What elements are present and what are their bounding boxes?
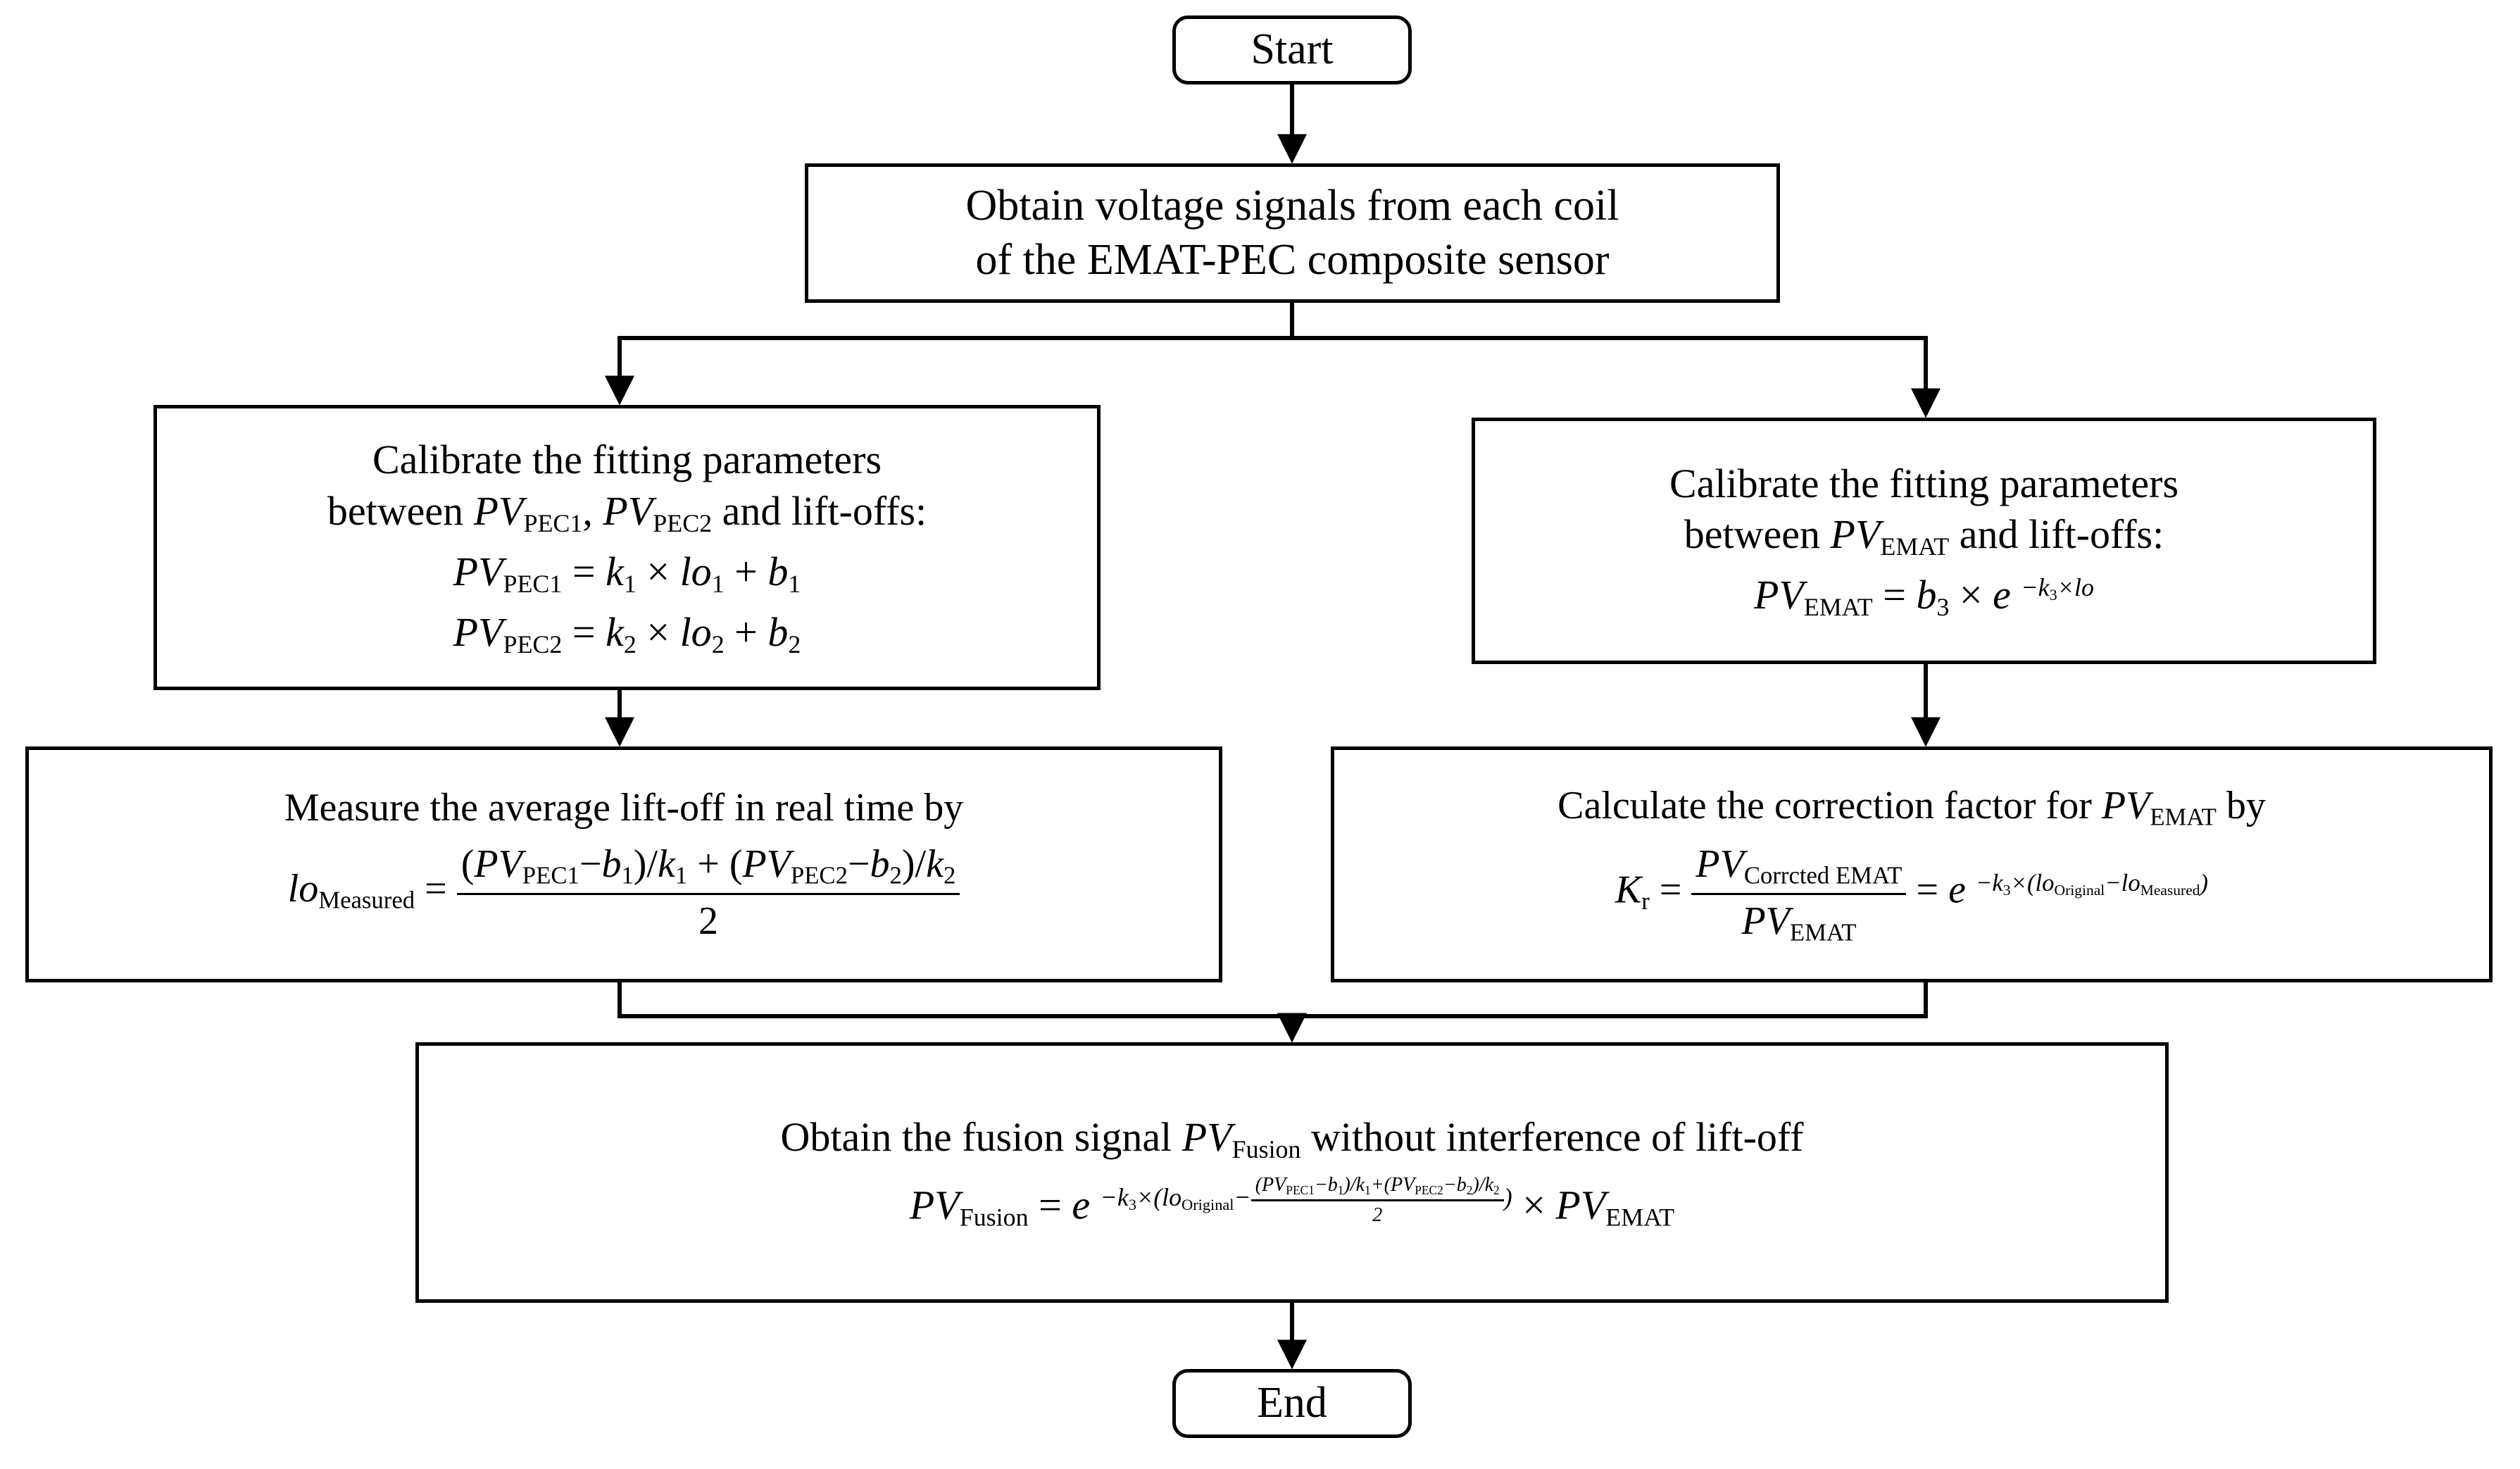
node-end	[1172, 1369, 1412, 1438]
node-calibrate-pec-line1: Calibrate the fitting parameters	[372, 437, 882, 483]
fusion-line1-post: without interference of lift-off	[1300, 1113, 1804, 1160]
node-start-label: Start	[1250, 25, 1334, 74]
node-correction-factor-line1	[1557, 781, 2266, 832]
node-end-label: End	[1257, 1379, 1327, 1427]
correction-factor-sub: EMAT	[2150, 804, 2217, 832]
node-fusion-eq: $PV_{Fusion} = e$ $^{-k_3\times(lo_{Original}- \frac{(PV_{PEC1}-b_1)/k_1+(PV_{PEC2}-b_2)/k_2}{2} )} \times PV_{EMAT}$	[909, 1173, 1675, 1232]
node-obtain-signals	[805, 163, 1780, 303]
node-correction-factor	[1331, 746, 2493, 982]
edge-measure-to-fusion	[620, 982, 1292, 1035]
fusion-sub: Fusion	[1231, 1134, 1301, 1163]
calibrate-emat-line2-post: and lift-offs:	[1949, 511, 2164, 558]
correction-factor-fraction: $\frac{PV_{Corrcted EMAT}}{PV_{EMAT}}$	[1691, 839, 1906, 947]
calibrate-pec-line2-mid: ,	[582, 487, 603, 534]
node-calibrate-emat-eq1: $PV_{EMAT} = b_3 \times e$ $^{-k_3\times lo}$	[1753, 572, 2094, 622]
calibrate-pec-line2-pre: between	[327, 487, 474, 534]
node-measure-liftoff	[25, 746, 1222, 982]
node-fusion	[415, 1042, 2169, 1303]
node-obtain-signals-line1: Obtain voltage signals from each coil	[965, 181, 1619, 230]
edge-obtain-to-calibrate-emat	[1292, 303, 1926, 411]
calibrate-pec-line2-post: and lift-offs:	[712, 487, 927, 534]
node-calibrate-emat-line2	[1669, 509, 2179, 563]
node-correction-factor-eq: $K_r$ = $\frac{PV_{Corrcted EMAT}}{PV_{EMAT}}$ = e $^{-k_3\times(lo_{Original}-lo_{Measured})}$	[1557, 839, 2266, 947]
node-calibrate-pec-line2	[327, 486, 927, 539]
calibrate-pec-sub1: PEC1	[523, 508, 583, 537]
node-calibrate-emat	[1472, 418, 2376, 664]
correction-factor-line1-post: by	[2216, 784, 2266, 828]
edge-obtain-to-calibrate-pec	[620, 303, 1292, 398]
calibrate-emat-line2-pre: between	[1684, 511, 1831, 558]
node-calibrate-pec-eq2: $PV_{PEC2} = k_2 \times lo_2 + b_2$	[453, 608, 801, 658]
correction-factor-line1-pre: Calculate the correction factor for	[1557, 784, 2102, 828]
node-obtain-signals-line2: of the EMAT-PEC composite sensor	[975, 236, 1610, 284]
fusion-sym: PV	[1181, 1113, 1232, 1160]
calibrate-pec-sym1: PV	[473, 487, 524, 534]
edge-correction-to-fusion	[1292, 982, 1926, 1035]
fusion-line1-pre: Obtain the fusion signal	[780, 1113, 1182, 1160]
node-calibrate-pec-eq1: $PV_{PEC1} = k_1 \times lo_1 + b_1$	[453, 548, 801, 598]
node-start	[1172, 15, 1412, 85]
calibrate-emat-sym: PV	[1830, 511, 1881, 558]
calibrate-pec-sub2: PEC2	[653, 508, 713, 537]
node-measure-liftoff-line1: Measure the average lift-off in real time by	[284, 786, 964, 830]
calibrate-emat-sub: EMAT	[1880, 532, 1950, 561]
measure-liftoff-fraction: $\frac{(PV_{PEC1}-b_1)/k_1 + (PV_{PEC2}-b_2)/k_2}{2}$	[457, 839, 960, 945]
node-calibrate-pec	[153, 405, 1101, 690]
node-calibrate-emat-line1: Calibrate the fitting parameters	[1669, 460, 2179, 506]
node-fusion-line1	[780, 1112, 1803, 1165]
calibrate-pec-sym2: PV	[603, 487, 653, 534]
node-measure-liftoff-eq: $lo_{Measured}$ = $\frac{(PV_{PEC1}-b_1)/k_1 + (PV_{PEC2}-b_2)/k_2}{2}$	[284, 839, 964, 945]
correction-factor-sym: PV	[2101, 784, 2150, 828]
